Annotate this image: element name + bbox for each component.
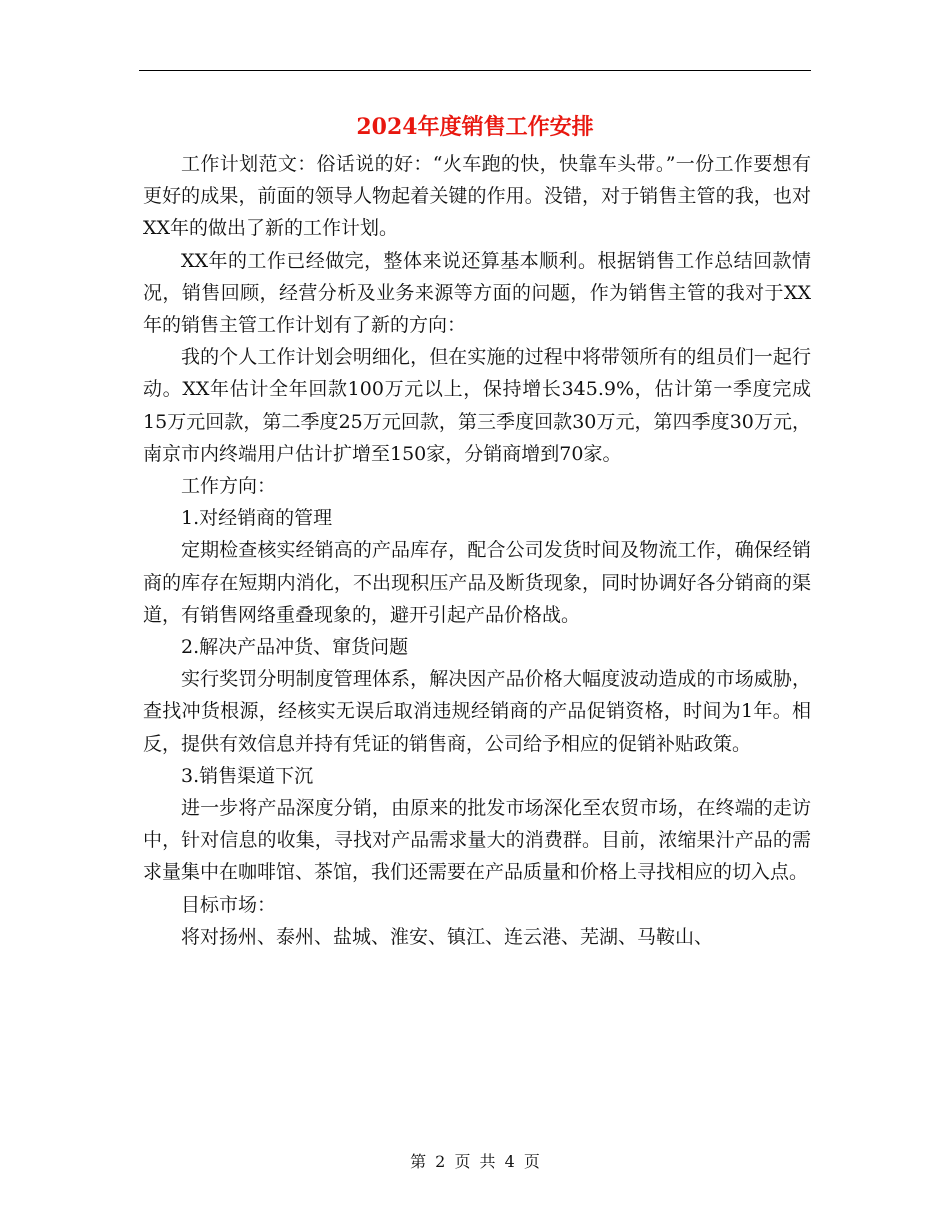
paragraph-review: XX年的工作已经做完，整体来说还算基本顺利。根据销售工作总结回款情况，销售回顾，经营分析及业务来源等方面的问题，作为销售主管的我对于XX年的销售主管工作计划有了新的方向：: [143, 249, 811, 337]
paragraph-target-market: 将对扬州、泰州、盐城、淮安、镇江、连云港、芜湖、马鞍山、: [181, 925, 714, 948]
heading-cross-selling: 2.解决产品冲货、窜货问题: [181, 636, 409, 659]
header-rule: [139, 70, 811, 71]
paragraph-cross-selling: 实行奖罚分明制度管理体系，解决因产品价格大幅度波动造成的市场威胁，查找冲货根源，经核实无误后取消违规经销商的产品促销资格，时间为1年。相反，提供有效信息并持有凭证的销售商，公司给予相应的促销补贴政策。: [143, 668, 811, 755]
paragraph-intro: 工作计划范文：俗话说的好：“火车跑的快，快靠车头带。”一份工作要想有更好的成果，前面的领导人物起着关键的作用。没错，对于销售主管的我，也对XX年的做出了新的工作计划。: [143, 153, 811, 240]
paragraph-dealer-management: 定期检查核实经销高的产品库存，配合公司发货时间及物流工作，确保经销商的库存在短期内消化，不出现积压产品及断货现象，同时协调好各分销商的渠道，有销售网络重叠现象的，避开引起产品价格战。: [143, 539, 811, 626]
heading-work-direction: 工作方向：: [181, 475, 277, 498]
paragraph-plan: 我的个人工作计划会明细化，但在实施的过程中将带领所有的组员们一起行动。XX年估计全年回款100万元以上，保持增长345.9%，估计第一季度完成15万元回款，第二季度25万元回款，第三季度回款30万元，第四季度30万元，南京市内终端用户估计扩增至150家，分销商增到70家。: [143, 346, 811, 465]
paragraph-channel-sinking: 进一步将产品深度分销，由原来的批发市场深化至农贸市场，在终端的走访中，针对信息的收集，寻找对产品需求量大的消费群。目前，浓缩果汁产品的需求量集中在咖啡馆、茶馆，我们还需要在产品质量和价格上寻找相应的切入点。: [143, 797, 811, 884]
heading-target-market: 目标市场：: [181, 893, 277, 916]
page-number: 第 2 页 共 4 页: [410, 1152, 540, 1171]
heading-dealer-management: 1.对经销商的管理: [181, 507, 333, 530]
document-body: [143, 148, 811, 953]
document-title: 2024年度销售工作安排: [356, 114, 594, 140]
heading-channel-sinking: 3.销售渠道下沉: [181, 764, 314, 787]
